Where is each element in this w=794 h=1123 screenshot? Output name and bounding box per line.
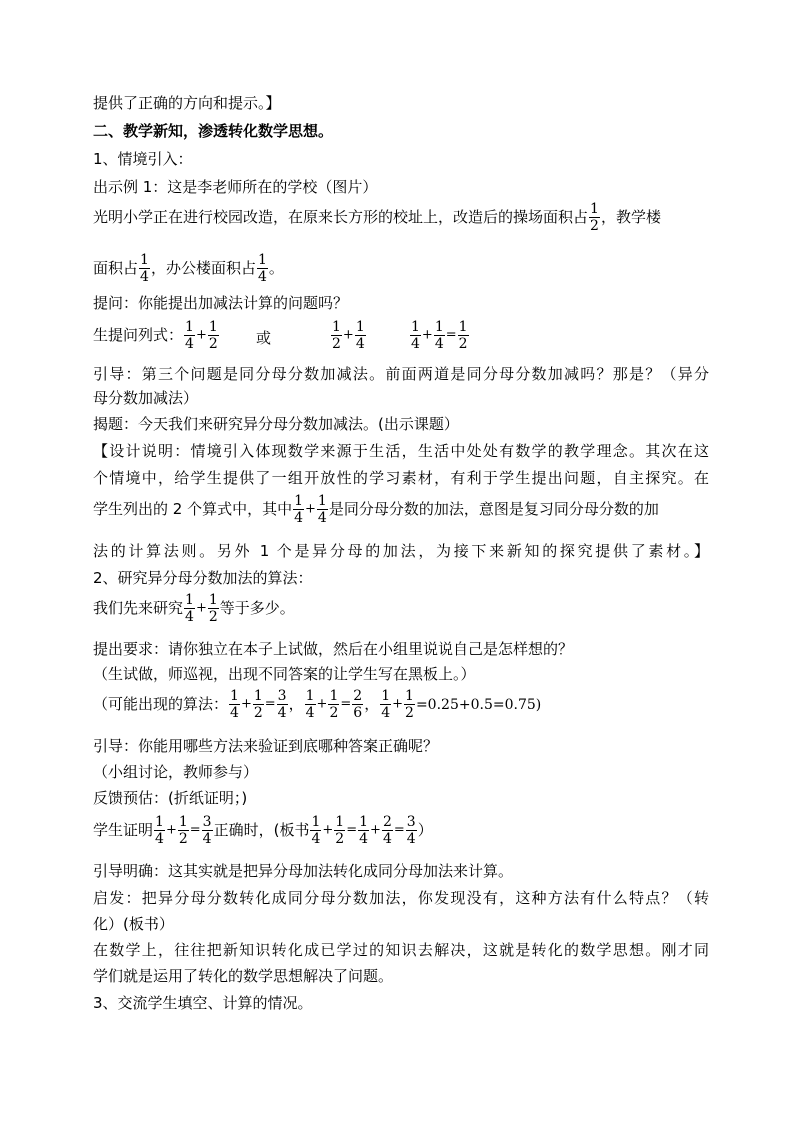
fraction: $\frac{3}{4}$ xyxy=(277,688,287,721)
text-line: （生试做，师巡视，出现不同答案的让学生写在黑板上。） xyxy=(93,665,476,683)
fraction: $\frac{1}{4}$ xyxy=(155,814,164,847)
fraction: $\frac{1}{2}$ xyxy=(253,688,263,721)
fraction: $\frac{1}{4}$ xyxy=(257,252,267,285)
text-line: 出示例 1：这是李老师所在的学校（图片） xyxy=(93,178,378,196)
fraction: $\frac{3}{4}$ xyxy=(202,814,212,847)
expression: $\frac{1}{2}$ + $\frac{1}{4}$ xyxy=(332,319,365,352)
fraction: $\frac{1}{4}$ xyxy=(355,319,365,352)
fraction: $\frac{1}{4}$ xyxy=(359,814,369,847)
fraction: $\frac{1}{4}$ xyxy=(185,592,194,625)
fraction: $\frac{1}{4}$ xyxy=(434,319,444,352)
text-line: 学们就是运用了转化的数学思想解决了问题。 xyxy=(93,967,394,985)
text-line: 提问：你能提出加减法计算的问题吗？ xyxy=(93,294,349,312)
subsection-heading: 2、研究异分母分数加法的算法： xyxy=(93,569,313,587)
text-line: 个情境中，给学生提供了一组开放性的学习素材，有利于学生提出问题，自主探究。在 xyxy=(93,469,709,487)
subsection-heading: 3、交流学生填空、计算的情况。 xyxy=(93,994,313,1012)
fraction: $\frac{1}{4}$ xyxy=(305,688,315,721)
fraction: $\frac{1}{4}$ xyxy=(140,252,149,285)
subsection-heading: 1、情境引入： xyxy=(93,150,193,168)
fraction: $\frac{1}{2}$ xyxy=(458,319,468,352)
text-line: 学生列出的 2 个算式中，其中 $\frac{1}{4}$ + $\frac{1}{4}$ 是同分母分数的加法，意图是复习同分母分数的加 xyxy=(93,493,659,526)
text-line: 在数学上，往往把新知识转化成已学过的知识去解决，这就是转化的数学思想。刚才同 xyxy=(93,941,709,959)
section-heading: 二、教学新知，渗透转化数学思想。 xyxy=(93,122,334,140)
text-line: 母分数加减法） xyxy=(93,389,199,407)
fraction: $\frac{1}{2}$ xyxy=(590,201,599,234)
text-line: 反馈预估：(折纸证明；) xyxy=(93,789,248,807)
text-line: 引导：第三个问题是同分母分数加减法。前面两道是同分母分数加减吗？那是？（异分 xyxy=(93,365,709,383)
fraction: $\frac{2}{4}$ xyxy=(382,814,392,847)
fraction: $\frac{1}{2}$ xyxy=(332,319,341,352)
fraction: $\frac{1}{2}$ xyxy=(208,319,218,352)
text-line: 提供了正确的方向和提示。】 xyxy=(93,94,281,112)
fraction: $\frac{1}{4}$ xyxy=(381,688,391,721)
fraction: $\frac{3}{4}$ xyxy=(406,814,416,847)
text-line: 光明小学正在进行校园改造，在原来长方形的校址上，改造后的操场面积占 $\frac{1}{2}$ ，教学楼 xyxy=(93,201,661,234)
fraction: $\frac{1}{4}$ xyxy=(317,493,327,526)
text-line: 我们先来研究 $\frac{1}{4}$ + $\frac{1}{2}$ 等于多少。 xyxy=(93,592,295,625)
text-line: 化）(板书） xyxy=(93,915,174,933)
fraction: $\frac{1}{4}$ xyxy=(230,688,239,721)
fraction: $\frac{1}{2}$ xyxy=(405,688,414,721)
text-line: 生提问列式： $\frac{1}{4}$ + $\frac{1}{2}$ xyxy=(93,319,218,352)
fraction: $\frac{1}{2}$ xyxy=(335,814,345,847)
text-line: 揭题：今天我们来研究异分母分数加减法。(出示课题） xyxy=(93,415,459,433)
fraction: $\frac{1}{4}$ xyxy=(294,493,304,526)
expression: $\frac{1}{4}$ + $\frac{1}{4}$ = $\frac{1}{2}$ xyxy=(411,319,468,352)
fraction: $\frac{1}{2}$ xyxy=(178,814,188,847)
text-line: 学生证明 $\frac{1}{4}$ + $\frac{1}{2}$ = $\frac{3}{4}$ 正确时，(板书 $\frac{1}{4}$ + $\frac{1}{2}$ = $\frac{1}{4}$ + $\frac{2}{4}$ = $\frac{3}{4}$ ） xyxy=(93,814,433,847)
fraction: $\frac{1}{2}$ xyxy=(208,592,218,625)
fraction: $\frac{1}{2}$ xyxy=(329,688,339,721)
text-line: 法的计算法则。另外 1 个是异分母的加法，为接下来新知的探究提供了素材。】 xyxy=(93,542,709,560)
fraction: $\frac{1}{4}$ xyxy=(185,319,194,352)
fraction: $\frac{1}{4}$ xyxy=(411,319,420,352)
fraction: $\frac{1}{4}$ xyxy=(311,814,321,847)
text-line: 启发：把异分母分数转化成同分母分数加法，你发现没有，这种方法有什么特点？（转 xyxy=(93,889,709,907)
text-line: （小组讨论，教师参与） xyxy=(93,763,259,781)
text-line: （可能出现的算法： $\frac{1}{4}$ + $\frac{1}{2}$ = $\frac{3}{4}$ ， $\frac{1}{4}$ + $\frac{1}{2}$ = $\frac{2}{6}$ ， $\frac{1}{4}$ + $\frac{1}{2}$ =0.25+0.5=0.75) xyxy=(93,688,542,721)
text-line: 面积占 $\frac{1}{4}$ ，办公楼面积占 $\frac{1}{4}$ 。 xyxy=(93,252,284,285)
text-line: 引导明确：这其实就是把异分母加法转化成同分母加法来计算。 xyxy=(93,862,514,880)
text-line: 【设计说明：情境引入体现数学来源于生活，生活中处处有数学的教学理念。其次在这 xyxy=(93,442,709,460)
text-line: 引导：你能用哪些方法来验证到底哪种答案正确呢？ xyxy=(93,737,439,755)
text-line: 提出要求：请你独立在本子上试做，然后在小组里说说自己是怎样想的？ xyxy=(93,640,574,658)
fraction: $\frac{2}{6}$ xyxy=(353,688,363,721)
or-word: 或 xyxy=(256,329,272,347)
